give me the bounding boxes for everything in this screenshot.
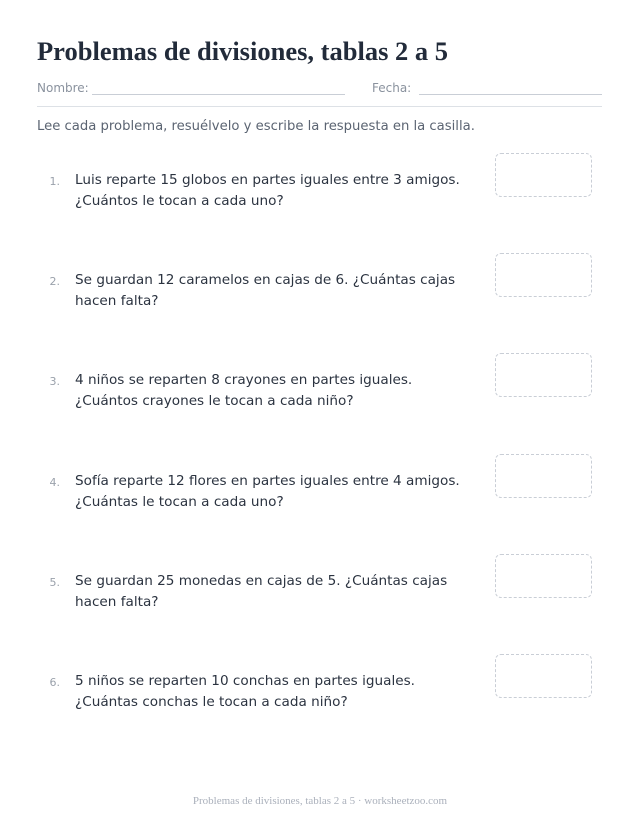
answer-box[interactable] bbox=[495, 454, 592, 498]
answer-box[interactable] bbox=[495, 153, 592, 197]
answer-box[interactable] bbox=[495, 554, 592, 598]
problem-text: 5 niños se reparten 10 conchas en partes iguales. ¿Cuántas conchas le tocan a cada niño? bbox=[75, 673, 415, 710]
problem-item bbox=[0, 671, 640, 771]
problem-text: 4 niños se reparten 8 crayones en partes iguales. ¿Cuántos crayones le tocan a cada niño? bbox=[75, 372, 413, 409]
answer-box[interactable] bbox=[495, 353, 592, 397]
header-divider bbox=[37, 106, 602, 107]
problem-number: 4. bbox=[49, 476, 60, 489]
name-label: Nombre: bbox=[37, 81, 89, 95]
problem-text: Luis reparte 15 globos en partes iguales entre 3 amigos. ¿Cuántos le tocan a cada uno? bbox=[75, 172, 460, 209]
problem-text: Sofía reparte 12 flores en partes iguales entre 4 amigos. ¿Cuántas le tocan a cada uno? bbox=[75, 473, 460, 510]
problem-number: 1. bbox=[49, 175, 60, 188]
answer-box[interactable] bbox=[495, 253, 592, 297]
date-field[interactable] bbox=[419, 94, 602, 95]
problem-number: 5. bbox=[49, 576, 60, 589]
problem-number: 2. bbox=[49, 275, 60, 288]
problem-number: 6. bbox=[49, 676, 60, 689]
problem-number: 3. bbox=[49, 375, 60, 388]
answer-box[interactable] bbox=[495, 654, 592, 698]
problem-text: Se guardan 25 monedas en cajas de 5. ¿Cuántas cajas hacen falta? bbox=[75, 573, 448, 610]
page-title: Problemas de divisiones, tablas 2 a 5 bbox=[37, 36, 449, 66]
date-label: Fecha: bbox=[372, 81, 412, 95]
problem-text: Se guardan 12 caramelos en cajas de 6. ¿Cuántas cajas hacen falta? bbox=[75, 272, 456, 309]
footer-text: Problemas de divisiones, tablas 2 a 5 · worksheetzoo.com bbox=[192, 795, 448, 807]
name-field[interactable] bbox=[92, 94, 345, 95]
instructions: Lee cada problema, resuélvelo y escribe la respuesta en la casilla. bbox=[37, 119, 475, 134]
